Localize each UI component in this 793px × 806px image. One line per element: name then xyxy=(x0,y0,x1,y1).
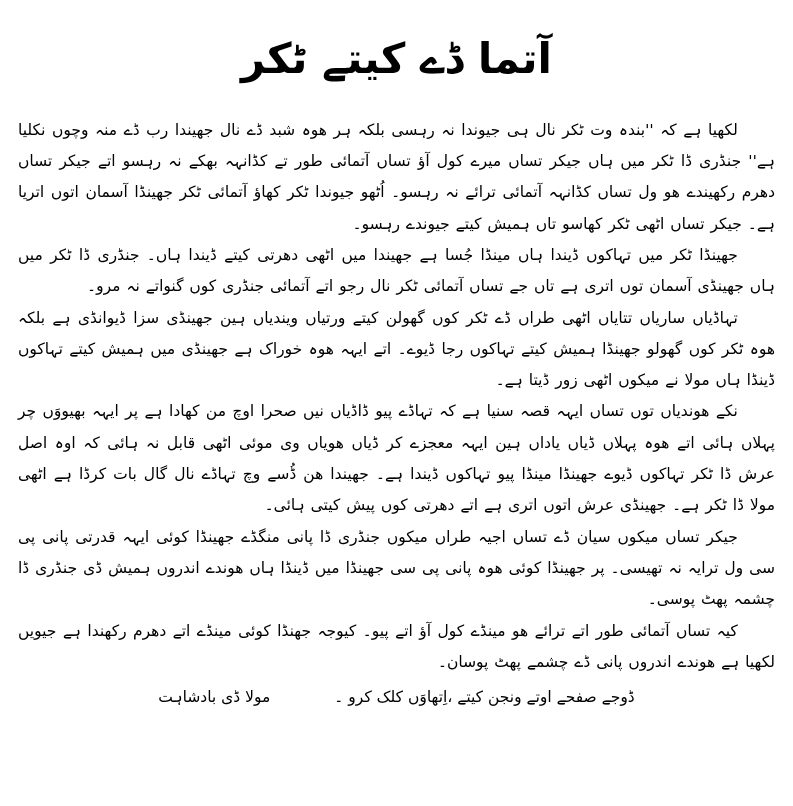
paragraph: لکھیا ہے کہ ''بندہ وت ٹکر نال ہی جیوندا نہ رہسی بلکہ ہر ھوہ شبد ڈے نال جھیندا رب ڈے منہ وچوں نکلیا ہے'' جنڈری ڈا ٹکر میں ہاں جیکر تساں میرے کول آؤ تساں آتمائی طور تے کڈانہہ بھکے نہ رہسو اتے جیکر تساں دھرم رکھیندے ھو ول تساں کڈانہہ آتمائی ترائے نہ رہسو۔ اُٹھو جیوندا ٹکر کھاؤ آتمائی ٹکر جھینڈا آسمان اتوں اتریا ہے۔ جیکر تساں اٹھی ٹکر کھاسو تاں ہمیش کیتے جیوندے رہسو۔ xyxy=(18,120,775,233)
footer xyxy=(18,688,775,706)
next-page-link[interactable]: مولا ڈی بادشاہت xyxy=(158,688,271,707)
body-text xyxy=(18,115,775,678)
paragraph: جھینڈا ٹکر میں تہاکوں ڈیندا ہاں مینڈا جُسا ہے جھیندا میں اٹھی دھرتی کیتے ڈیندا ہاں۔ جنڈری ڈا ٹکر میں ہاں جھینڈی آسمان توں اتری ہے تاں جے تساں آتمائی ٹکر نال رجو اتے آتمائی جنڈری کوں گنواتے نہ مرو۔ xyxy=(18,245,775,296)
paragraph: جیکر تساں میکوں سیان ڈے تساں اجیہ طراں میکوں جنڈری ڈا پانی منگڈے جھینڈا کوئی ایہہ قدرتی پانی پی سی ول ترایہ نہ تھیسی۔ پر جھینڈا کوئی ھوہ پانی پی سی جھینڈا میں ڈینڈا ہاں ھوندے اندروں ہمیش ڈی جنڈری ڈا چشمہ پھٹ پوسی۔ xyxy=(18,527,775,609)
paragraph: نکے ھوندیاں توں تساں ایہہ قصہ سنیا ہے کہ تہاڈے پیو ڈاڈیاں نیں صحرا اوچ من کھادا ہے پر ایہہ بھیووَں چر پہلاں ہائی اتے ھوہ پہلاں ڈیاں یاداں ہین ایہہ معجزے کر ڈیاں ھویاں وی موئی اٹھی قابل نہ ہائی کہ اوہ اصل عرش ڈا ٹکر تہاکوں ڈیوے جھینڈا مینڈا پیو تہاکوں ڈیندا ہے۔ جھیندا ھن ڈُسے وچ تہاڈے نال گال بات کرڈا ہے اٹھی مولا ڈا ٹکر ہے۔ جھینڈی عرش اتوں اتری ہے اتے دھرتی کوں پیش کیتی ہائی۔ xyxy=(18,402,775,515)
page-title: آتما ڈے کیتے ٹکر xyxy=(241,34,552,83)
paragraph: تہاڈیاں ساریاں تتایاں اٹھی طراں ڈے ٹکر کوں گھولن کیتے ورتیاں ویندیاں ہین جھینڈی سزا ڈیوانڈی ہے بلکہ ھوہ ٹکر کوں گھولو جھینڈا ہمیش کیتے تہاکوں رجا ڈیوے۔ اتے ایہہ ھوہ خوراک ہے جھینڈی میں ہمیش کیتے تہاکوں ڈینڈا ہاں مولا نے میکوں اٹھی زور ڈیتا ہے۔ xyxy=(18,308,775,390)
next-page-click-instruction[interactable]: ڈوجے صفحے اوتے ونجن کیتے ،اِتھاوَں کلک کرو ۔ xyxy=(334,688,635,707)
paragraph: کیہ تساں آتمائی طور اتے ترائے ھو مینڈے کول آؤ اتے پیو۔ کیوجہ جھنڈا کوئی مینڈے اتے دھرم رکھندا ہے جیویں لکھیا ہے ھوندے اندروں پانی ڈے چشمے پھٹ پوسان۔ xyxy=(18,621,775,671)
